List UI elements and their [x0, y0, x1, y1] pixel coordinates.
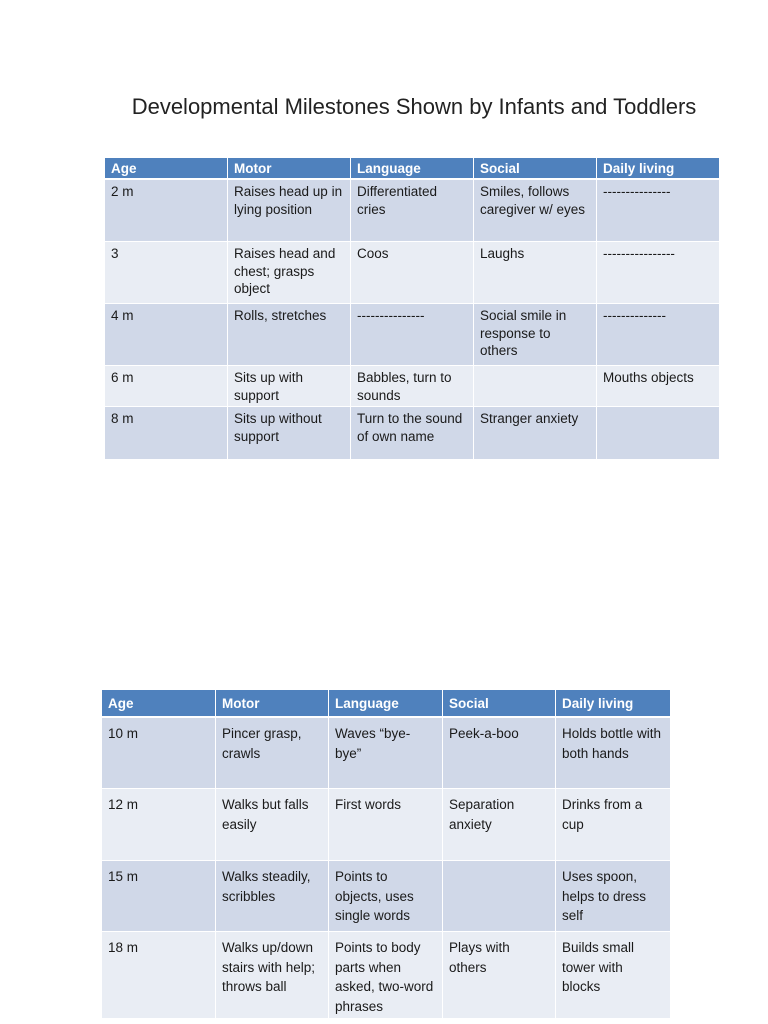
cell-language: Waves “bye-bye”	[329, 718, 443, 789]
cell-daily-living	[597, 407, 719, 460]
page-title: Developmental Milestones Shown by Infants and Toddlers	[131, 94, 697, 119]
cell-motor: Sits up with support	[228, 366, 351, 407]
cell-motor: Sits up without support	[228, 407, 351, 460]
cell-social: Social smile in response to others	[474, 304, 597, 366]
cell-language: Differentiated cries	[351, 180, 474, 242]
cell-social	[474, 366, 597, 407]
table-row	[105, 366, 719, 407]
cell-daily-living: Drinks from a cup	[556, 789, 670, 861]
header-age: Age	[102, 690, 216, 718]
table-row	[105, 407, 719, 460]
cell-age: 8 m	[105, 407, 228, 460]
cell-age: 4 m	[105, 304, 228, 366]
header-daily-living: Daily living	[597, 158, 719, 180]
cell-social: Separation anxiety	[443, 789, 556, 861]
table-header-row	[102, 690, 670, 718]
table-row	[105, 304, 719, 366]
cell-social: Stranger anxiety	[474, 407, 597, 460]
cell-age: 18 m	[102, 932, 216, 1019]
milestones-table-infants	[105, 158, 719, 460]
cell-motor: Walks up/down stairs with help; throws ball	[216, 932, 329, 1019]
table-row	[105, 242, 719, 304]
cell-age: 3	[105, 242, 228, 304]
header-motor: Motor	[228, 158, 351, 180]
table-row	[102, 861, 670, 932]
cell-daily-living: Holds bottle with both hands	[556, 718, 670, 789]
cell-social: Laughs	[474, 242, 597, 304]
header-motor: Motor	[216, 690, 329, 718]
cell-social: Plays with others	[443, 932, 556, 1019]
cell-social: Peek-a-boo	[443, 718, 556, 789]
header-social: Social	[443, 690, 556, 718]
table-row	[102, 932, 670, 1019]
cell-language: Turn to the sound of own name	[351, 407, 474, 460]
header-social: Social	[474, 158, 597, 180]
header-language: Language	[329, 690, 443, 718]
cell-motor: Walks steadily, scribbles	[216, 861, 329, 932]
table-row	[102, 789, 670, 861]
cell-language: ---------------	[351, 304, 474, 366]
cell-motor: Raises head up in lying position	[228, 180, 351, 242]
cell-language: Points to objects, uses single words	[329, 861, 443, 932]
cell-motor: Raises head and chest; grasps object	[228, 242, 351, 304]
cell-daily-living: ---------------	[597, 180, 719, 242]
cell-social: Smiles, follows caregiver w/ eyes	[474, 180, 597, 242]
cell-daily-living: Builds small tower with blocks	[556, 932, 670, 1019]
header-daily-living: Daily living	[556, 690, 670, 718]
table-row	[105, 180, 719, 242]
cell-daily-living: --------------	[597, 304, 719, 366]
cell-motor: Pincer grasp, crawls	[216, 718, 329, 789]
cell-language: Babbles, turn to sounds	[351, 366, 474, 407]
cell-daily-living: ----------------	[597, 242, 719, 304]
cell-age: 15 m	[102, 861, 216, 932]
cell-language: Coos	[351, 242, 474, 304]
cell-age: 10 m	[102, 718, 216, 789]
table-row	[102, 718, 670, 789]
cell-daily-living: Uses spoon, helps to dress self	[556, 861, 670, 932]
cell-age: 6 m	[105, 366, 228, 407]
cell-language: Points to body parts when asked, two-word phrases	[329, 932, 443, 1019]
table-header-row	[105, 158, 719, 180]
header-language: Language	[351, 158, 474, 180]
cell-language: First words	[329, 789, 443, 861]
cell-daily-living: Mouths objects	[597, 366, 719, 407]
cell-age: 2 m	[105, 180, 228, 242]
cell-motor: Rolls, stretches	[228, 304, 351, 366]
milestones-table-toddlers	[102, 690, 670, 1019]
cell-motor: Walks but falls easily	[216, 789, 329, 861]
header-age: Age	[105, 158, 228, 180]
cell-social	[443, 861, 556, 932]
cell-age: 12 m	[102, 789, 216, 861]
